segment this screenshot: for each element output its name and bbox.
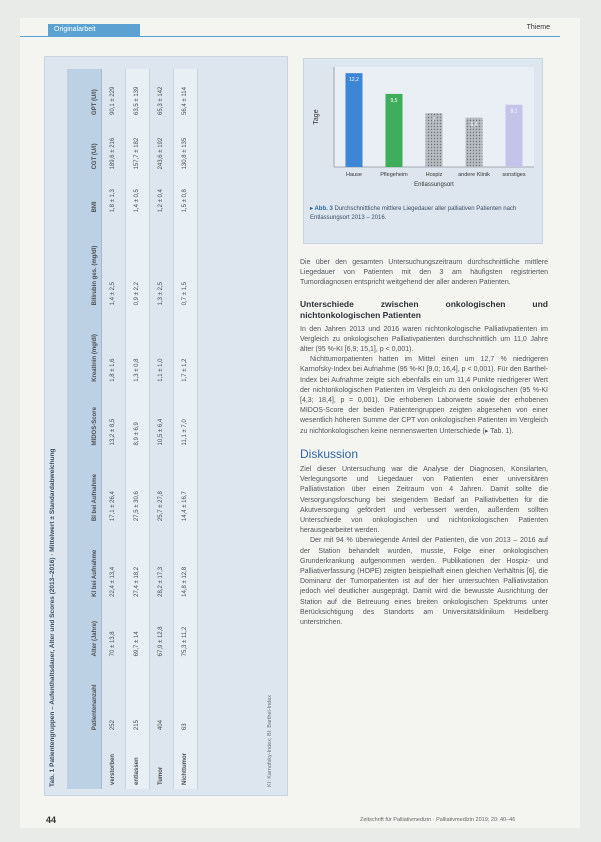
table-footnote: KI: Karnofsky-Index; BI: Barthel-Index [267, 694, 273, 787]
paragraph-ziel: Ziel dieser Untersuchung war die Analyse der Diagnosen, Konsilarten, Verlegungsorte und Liegedauer von Patienten einer universitären Palliativstation über einen Zeitraum von 4 Jahren. Damit sollte die Versorgungsforschung bei steigendem Bedarf an Palliativbetten für die Akutversorgung gefördert und verbessert werden, außerdem sollten Unterschiede von onkologischen und nichtonkologischen Patienten herausgearbeitet werden. [300, 466, 548, 535]
table-cell: 252 [101, 660, 125, 734]
data-table [67, 69, 198, 789]
table-cell: 1,8 ± 1,6 [101, 309, 125, 385]
table-cell: 1,8 ± 1,3 [101, 173, 125, 216]
page-header [20, 10, 560, 34]
table-row-label: entlassen [125, 734, 149, 789]
table-cell: 404 [149, 660, 173, 734]
table-row [173, 69, 197, 789]
publisher-name: Thieme [526, 24, 550, 31]
table-cell: 1,5 ± 0,8 [173, 173, 197, 216]
table-cell: 69,7 ± 14 [125, 601, 149, 661]
table-cell: 56,4 ± 114 [173, 69, 197, 119]
table-header-cell: Patientenanzahl [67, 660, 101, 734]
table-cell: 1,4 ± 0,5 [125, 173, 149, 216]
table-cell: 130,8 ± 135 [173, 119, 197, 173]
table-row [125, 69, 149, 789]
table-cell: 63 [173, 660, 197, 734]
rotated-table-panel [44, 56, 288, 796]
table-cell: 67,9 ± 12,8 [149, 601, 173, 661]
bar [346, 73, 363, 167]
table-caption: Tab. 1 Patientengruppen – Aufenthaltsdauer, Alter und Scores (2013–2016) · Mittelwert ± Standardabweichung [49, 448, 56, 787]
table-header-cell: Bilirubin ges. (mg/dl) [67, 216, 101, 309]
page-number: 44 [46, 815, 57, 825]
table-header-cell [67, 734, 101, 789]
x-tick-label: Hause [346, 172, 362, 178]
table-cell: 14,4 ± 16,7 [173, 449, 197, 525]
x-axis-label: Entlassungsort [414, 182, 454, 188]
table-row-label: Tumor [149, 734, 173, 789]
figure-caption-text: Durchschnittliche mittlere Liegedauer aller palliativen Patienten nach Entlassungsort 2013 – 2016. [310, 206, 517, 221]
table-cell: 13,2 ± 8,5 [101, 386, 125, 450]
table-cell: 1,2 ± 0,4 [149, 173, 173, 216]
heading-diskussion: Diskussion [300, 446, 359, 461]
x-tick-label: sonstiges [502, 172, 526, 178]
journal-citation: Zeitschrift für Palliativmedizin · Palliativmedizin 2019; 20: 40–46 [360, 817, 516, 823]
paragraph-karnofsky: Nichttumorpatienten hatten im Mittel einen um 12,7 % niedrigeren Karnofsky-Index bei Aufnahme (95 %-KI [9,0; 16,4], p < 0,001). Für den Barthel-Index bei Aufnahme zeigte sich ebenfalls ein um 11,4 Punkte niedrigerer Wert der nichtonkologischen Patienten im Vergleich zu den onkologischen (95 %-KI [4,3; 18,4], p = 0,001). Die erhobenen Laborwerte sowie der erhobenen MIDOS-Score der beiden Patientengruppen zeigten abgesehen von einer wesentlich höheren Summe der CPT von onkologischen Patienten im Vergleich zu nichtonkologischen keine nennenswerten Unterschiede (▸ Tab. 1). [300, 356, 548, 435]
table-row-label: verstorben [101, 734, 125, 789]
table-cell: 215 [125, 660, 149, 734]
table-cell: 22,4 ± 13,4 [101, 525, 125, 601]
x-tick-label: Hospiz [425, 172, 443, 178]
table-header-cell: CGT (U/l) [67, 119, 101, 173]
table-cell: 243,6 ± 192 [149, 119, 173, 173]
table-cell: 27,4 ± 18,2 [125, 525, 149, 601]
table-cell: 1,1 ± 1,0 [149, 309, 173, 385]
table-cell: 189,6 ± 216 [101, 119, 125, 173]
table-body [101, 69, 197, 789]
table-cell: 10,5 ± 6,4 [149, 386, 173, 450]
table-cell: 14,8 ± 12,8 [173, 525, 197, 601]
table-row [149, 69, 173, 789]
table-row [101, 69, 125, 789]
table-header-cell: Alter (Jahre) [67, 601, 101, 661]
table-cell: 17,1 ± 26,4 [101, 449, 125, 525]
heading-onkologisch: Unterschiede zwischen onkologischen und nichtonkologischen Patienten [300, 298, 548, 320]
bar-value-label: 6,4 [470, 121, 478, 128]
text-column [300, 258, 548, 628]
table-cell: 11,1 ± 7,0 [173, 386, 197, 450]
table-header-row [67, 69, 101, 789]
bar-value-label: 8,1 [510, 108, 518, 115]
paragraph-alter: In den Jahren 2013 und 2016 waren nichtonkologische Palliativpatienten im Vergleich zu onkologischen Palliativpatienten durchschnittlich um 11,0 Jahre älter (95 %-KI [6,9; 15,1], p < 0,001). [300, 325, 548, 354]
header-rule [20, 36, 560, 37]
table-cell: 70 ± 13,8 [101, 601, 125, 661]
table-cell: 0,9 ± 2,2 [125, 216, 149, 309]
paragraph-liegedauer: Die über den gesamten Untersuchungszeitraum durchschnittliche mittlere Liegedauer von Patienten mit den 3 am häufigsten registrierten Tumordiagnosen entspricht weitgehend der aller anderen Patienten. [300, 259, 548, 287]
table-header-cell: KI bei Aufnahme [67, 525, 101, 601]
table-header-cell: BI bei Aufnahme [67, 449, 101, 525]
table-header-cell: Kreatinin (mg/dl) [67, 309, 101, 385]
paragraph-anteil: Der mit 94 % überwiegende Anteil der Patienten, die von 2013 – 2016 auf der Station behandelt wurden, musste, Folge einer onkologischen Grunderkrankung aufgenommen werden. Publikationen der Hospiz- und Palliativerfassung (HOPE) zeigten beispielhaft einen gleichen Verhältnis [6], die Dominanz der Tumorpatienten ist auf der hier untersuchten Palliativstation jedoch viel deutlicher ausgeprägt. Damit wird die bewusste Ausrichtung der Station auf die Betreuung eines breiten onkologischen Spektrums unter Berücksichtigung des Standorts am Universitätsklinikum Heidelberg unterstrichen. [300, 537, 548, 627]
table-cell: 63,5 ± 139 [125, 69, 149, 119]
table-cell: 65,3 ± 142 [149, 69, 173, 119]
x-tick-label: Pflegeheim [380, 172, 408, 178]
table-cell: 1,4 ± 2,5 [101, 216, 125, 309]
table-cell: 157,7 ± 182 [125, 119, 149, 173]
rotated-table-content [45, 57, 288, 796]
bar-value-label: 7 [432, 117, 436, 124]
table-cell: 1,7 ± 1,2 [173, 309, 197, 385]
table-cell: 28,2 ± 17,3 [149, 525, 173, 601]
table-cell: 1,3 ± 0,8 [125, 309, 149, 385]
table-cell: 90,1 ± 229 [101, 69, 125, 119]
table-cell: 1,3 ± 2,5 [149, 216, 173, 309]
bar-value-label: 9,5 [390, 97, 398, 104]
table-header-cell: BMI [67, 173, 101, 216]
section-tag: Originalarbeit [48, 24, 140, 36]
table-cell: 75,3 ± 11,2 [173, 601, 197, 661]
table-row-label: Nichttumor [173, 734, 197, 789]
table-cell: 8,9 ± 6,9 [125, 386, 149, 450]
y-axis-label: Tage [313, 109, 320, 125]
table-cell: 0,7 ± 1,5 [173, 216, 197, 309]
figure-caption: ▸ Abb. 3 Durchschnittliche mittlere Liegedauer aller palliativen Patienten nach Entlassungsort 2013 – 2016. [310, 206, 517, 221]
table-header-cell: MIDOS-Score [67, 386, 101, 450]
x-tick-label: andere Klinik [458, 172, 490, 178]
table-header-cell: GPT (U/l) [67, 69, 101, 119]
table-cell: 25,7 ± 27,8 [149, 449, 173, 525]
bar-value-label: 12,2 [349, 77, 359, 84]
figure-label: Abb. 3 [314, 206, 333, 212]
table-cell: 27,5 ± 30,6 [125, 449, 149, 525]
bar [386, 94, 403, 167]
